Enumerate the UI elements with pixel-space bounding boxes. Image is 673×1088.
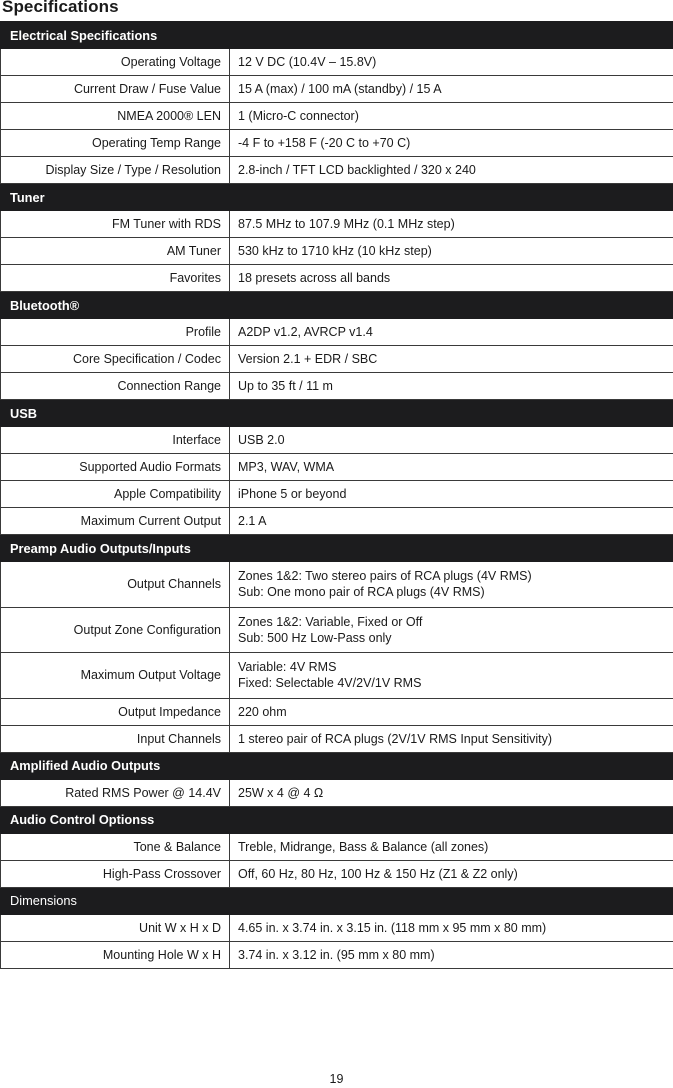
section-header xyxy=(1,752,673,779)
spec-label: High-Pass Crossover xyxy=(1,860,230,887)
spec-label: Maximum Output Voltage xyxy=(1,653,230,699)
spec-value xyxy=(230,833,673,860)
spec-row xyxy=(1,454,673,481)
spec-value xyxy=(230,265,673,292)
spec-value xyxy=(230,238,673,265)
spec-label: FM Tuner with RDS xyxy=(1,211,230,238)
spec-value xyxy=(230,49,673,76)
spec-label: Apple Compatibility xyxy=(1,481,230,508)
spec-value xyxy=(230,562,673,608)
spec-value-line: Zones 1&2: Variable, Fixed or Off xyxy=(238,614,423,629)
spec-label: Display Size / Type / Resolution xyxy=(1,157,230,184)
spec-value xyxy=(230,454,673,481)
spec-row xyxy=(1,265,673,292)
spec-value-line: 1 stereo pair of RCA plugs (2V/1V RMS Input Sensitivity) xyxy=(238,731,553,746)
spec-value xyxy=(230,779,673,806)
spec-value-line: Sub: One mono pair of RCA plugs (4V RMS) xyxy=(238,585,485,600)
spec-value-line: 1 (Micro-C connector) xyxy=(238,109,359,123)
section-header xyxy=(1,806,673,833)
spec-value-line: MP3, WAV, WMA xyxy=(238,460,335,474)
spec-value xyxy=(230,508,673,535)
spec-label: Supported Audio Formats xyxy=(1,454,230,481)
spec-value xyxy=(230,481,673,508)
spec-label: Mounting Hole W x H xyxy=(1,941,230,968)
specifications-table-body xyxy=(1,22,673,969)
spec-value xyxy=(230,346,673,373)
spec-value-line: 2.1 A xyxy=(238,514,267,528)
spec-value xyxy=(230,211,673,238)
spec-value xyxy=(230,427,673,454)
spec-label: NMEA 2000® LEN xyxy=(1,103,230,130)
spec-value-line: 18 presets across all bands xyxy=(238,271,391,285)
spec-value xyxy=(230,130,673,157)
section-header xyxy=(1,887,673,914)
section-title: Tuner xyxy=(1,184,673,211)
spec-row xyxy=(1,157,673,184)
section-title: USB xyxy=(1,400,673,427)
spec-row xyxy=(1,941,673,968)
spec-value xyxy=(230,941,673,968)
spec-row xyxy=(1,779,673,806)
spec-value xyxy=(230,103,673,130)
spec-label: Output Channels xyxy=(1,562,230,608)
spec-value-line: Up to 35 ft / 11 m xyxy=(238,379,333,393)
spec-row xyxy=(1,698,673,725)
spec-row xyxy=(1,103,673,130)
spec-row xyxy=(1,319,673,346)
spec-label: Operating Voltage xyxy=(1,49,230,76)
spec-row xyxy=(1,860,673,887)
spec-label: Unit W x H x D xyxy=(1,914,230,941)
spec-label: Tone & Balance xyxy=(1,833,230,860)
section-title: Amplified Audio Outputs xyxy=(1,752,673,779)
spec-value-line: Zones 1&2: Two stereo pairs of RCA plugs (4V RMS) xyxy=(238,569,532,584)
spec-label: Output Zone Configuration xyxy=(1,607,230,653)
section-header xyxy=(1,535,673,562)
spec-value xyxy=(230,860,673,887)
spec-value-line: 530 kHz to 1710 kHz (10 kHz step) xyxy=(238,244,432,258)
spec-row xyxy=(1,346,673,373)
spec-value-line: 3.74 in. x 3.12 in. (95 mm x 80 mm) xyxy=(238,947,435,962)
spec-row xyxy=(1,427,673,454)
spec-label: Interface xyxy=(1,427,230,454)
section-header xyxy=(1,22,673,49)
spec-label: Operating Temp Range xyxy=(1,130,230,157)
spec-value xyxy=(230,698,673,725)
spec-label: Input Channels xyxy=(1,725,230,752)
section-title: Audio Control Optionss xyxy=(1,806,673,833)
section-title: Dimensions xyxy=(1,887,673,914)
spec-label: Maximum Current Output xyxy=(1,508,230,535)
spec-value-line: Variable: 4V RMS xyxy=(238,660,337,675)
spec-label: Output Impedance xyxy=(1,698,230,725)
spec-value xyxy=(230,319,673,346)
spec-value xyxy=(230,914,673,941)
spec-label: Profile xyxy=(1,319,230,346)
spec-value-line: 12 V DC (10.4V – 15.8V) xyxy=(238,55,377,69)
spec-value-line: Sub: 500 Hz Low-Pass only xyxy=(238,630,392,645)
spec-value-line: 220 ohm xyxy=(238,704,287,719)
spec-value xyxy=(230,607,673,653)
spec-row xyxy=(1,130,673,157)
page-number: 19 xyxy=(329,1072,344,1086)
spec-value-line: A2DP v1.2, AVRCP v1.4 xyxy=(238,325,373,339)
spec-row xyxy=(1,607,673,653)
spec-value xyxy=(230,725,673,752)
spec-row xyxy=(1,238,673,265)
spec-row xyxy=(1,833,673,860)
spec-value xyxy=(230,157,673,184)
spec-value-line: 4.65 in. x 3.74 in. x 3.15 in. (118 mm x 95 mm x 80 mm) xyxy=(238,920,547,935)
spec-value xyxy=(230,373,673,400)
specifications-table xyxy=(0,21,673,969)
spec-value xyxy=(230,76,673,103)
spec-row xyxy=(1,508,673,535)
spec-value-line: -4 F to +158 F (-20 C to +70 C) xyxy=(238,136,411,150)
spec-row xyxy=(1,914,673,941)
spec-label: Favorites xyxy=(1,265,230,292)
spec-value-line: iPhone 5 or beyond xyxy=(238,487,347,501)
spec-row xyxy=(1,725,673,752)
spec-row xyxy=(1,76,673,103)
spec-value-line: Version 2.1 + EDR / SBC xyxy=(238,352,378,366)
spec-row xyxy=(1,653,673,699)
spec-value-line: 2.8-inch / TFT LCD backlighted / 320 x 240 xyxy=(238,163,476,177)
spec-row xyxy=(1,373,673,400)
section-title: Preamp Audio Outputs/Inputs xyxy=(1,535,673,562)
spec-value-line: USB 2.0 xyxy=(238,433,285,447)
spec-value-line: 15 A (max) / 100 mA (standby) / 15 A xyxy=(238,82,442,96)
spec-row xyxy=(1,481,673,508)
spec-label: Core Specification / Codec xyxy=(1,346,230,373)
page-title: Specifications xyxy=(2,0,119,16)
spec-row xyxy=(1,562,673,608)
spec-label: Rated RMS Power @ 14.4V xyxy=(1,779,230,806)
spec-value-line: Off, 60 Hz, 80 Hz, 100 Hz & 150 Hz (Z1 & Z2 only) xyxy=(238,866,518,881)
spec-label: Connection Range xyxy=(1,373,230,400)
section-header xyxy=(1,400,673,427)
section-header xyxy=(1,184,673,211)
spec-value-line: 87.5 MHz to 107.9 MHz (0.1 MHz step) xyxy=(238,217,455,231)
section-title: Electrical Specifications xyxy=(1,22,673,49)
spec-value-line: Treble, Midrange, Bass & Balance (all zones) xyxy=(238,839,489,854)
spec-value-line: 25W x 4 @ 4 Ω xyxy=(238,785,324,800)
spec-label: AM Tuner xyxy=(1,238,230,265)
spec-value-line: Fixed: Selectable 4V/2V/1V RMS xyxy=(238,676,422,691)
section-title: Bluetooth® xyxy=(1,292,673,319)
spec-value xyxy=(230,653,673,699)
spec-row xyxy=(1,49,673,76)
spec-row xyxy=(1,211,673,238)
section-header xyxy=(1,292,673,319)
spec-label: Current Draw / Fuse Value xyxy=(1,76,230,103)
